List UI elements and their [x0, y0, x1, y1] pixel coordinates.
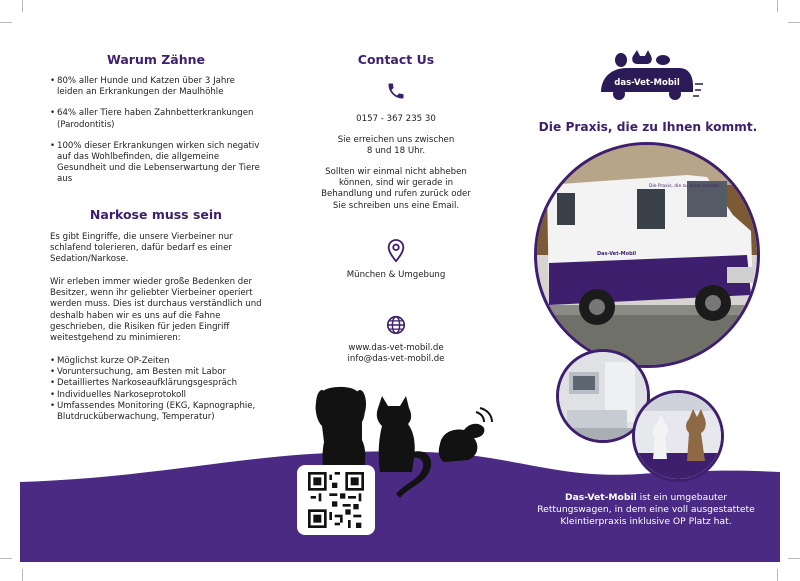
crop-mark — [22, 0, 23, 12]
list-item: • Voruntersuchung, am Besten mit Labor — [50, 367, 262, 378]
about-text — [530, 492, 762, 528]
phone-icon — [386, 81, 406, 101]
list-item: • 100% dieser Erkrankungen wirken sich negativ auf das Wohlbefinden, die allgemeine Gesundheit und die Lebenserwartung der Tiere aus — [50, 141, 262, 186]
heading-warum-zaehne: Warum Zähne — [107, 52, 205, 67]
email-link[interactable]: info@das-vet-mobil.de — [347, 354, 445, 364]
crop-mark — [0, 22, 12, 23]
crop-mark — [0, 558, 12, 559]
about-description: ist ein umgebauter Rettungswagen, in dem eine voll ausgestattete Kleintierpraxis inklusive OP Platz hat. — [537, 492, 755, 527]
dog-silhouette — [316, 387, 366, 470]
cat-silhouette — [377, 396, 431, 498]
crop-mark — [777, 569, 778, 581]
vet-mobil-logo — [593, 46, 703, 108]
van-brand-text: Das-Vet-Mobil — [597, 251, 637, 257]
globe-icon — [385, 314, 407, 336]
heading-contact: Contact Us — [357, 52, 435, 67]
qr-pattern — [308, 472, 364, 528]
list-item: • Individuelles Narkoseprotokoll — [50, 390, 262, 401]
heading-narkose: Narkose muss sein — [89, 207, 223, 222]
list-item: • 64% aller Tiere haben Zahnbetterkrankungen (Parodontitis) — [50, 108, 262, 130]
list-item: • 80% aller Hunde und Katzen über 3 Jahre leiden an Erkrankungen der Maulhöhle — [50, 76, 262, 98]
dogs-photo — [632, 390, 724, 482]
narkose-intro: Es gibt Eingriffe, die unsere Vierbeiner nur schlafend tolerieren, dafür bedarf es einer Sedation/Narkose. — [50, 232, 233, 265]
van-illustration — [537, 145, 760, 368]
qr-code[interactable] — [297, 465, 375, 535]
teeth-facts-list — [50, 76, 262, 186]
website-link[interactable]: www.das-vet-mobil.de — [348, 343, 444, 353]
logo-text: das-Vet-Mobil — [614, 78, 680, 88]
phone-number[interactable]: 0157 - 367 235 30 — [356, 114, 436, 124]
narkose-measures-list — [50, 356, 262, 423]
bird-silhouette — [439, 408, 492, 462]
list-item: • Möglichst kurze OP-Zeiten — [50, 356, 262, 367]
crop-mark — [777, 0, 778, 12]
office-hours: Sie erreichen uns zwischen 8 und 18 Uhr. — [337, 135, 455, 157]
callback-note: Sollten wir einmal nicht abheben können, sind wir gerade in Behandlung und rufen zurück oder Sie schreiben uns eine Email. — [321, 167, 471, 211]
crop-mark — [788, 558, 800, 559]
about-brand: Das-Vet-Mobil — [564, 492, 637, 503]
location-text: München & Umgebung — [346, 270, 446, 280]
crop-mark — [788, 22, 800, 23]
van-photo — [534, 142, 760, 368]
narkose-text: Wir erleben immer wieder große Bedenken der Besitzer, wenn ihr geliebter Vierbeiner operiert werden muss. Dies ist durchaus verständlich und deshalb haben wir es uns auf die Fahne geschrieben, die Risiken für jeden Eingriff weitestgehend zu minimieren: — [50, 277, 262, 344]
list-item: • Umfassendes Monitoring (EKG, Kapnographie, Blutdrucküberwachung, Temperatur) — [50, 401, 262, 423]
van-side-text: Die Praxis, die zu Ihnen kommt. — [649, 184, 721, 189]
location-pin-icon — [385, 238, 407, 264]
crop-mark — [22, 569, 23, 581]
tagline: Die Praxis, die zu Ihnen kommt. — [538, 120, 758, 134]
list-item: • Detailliertes Narkoseaufklärungsgespräch — [50, 378, 262, 389]
